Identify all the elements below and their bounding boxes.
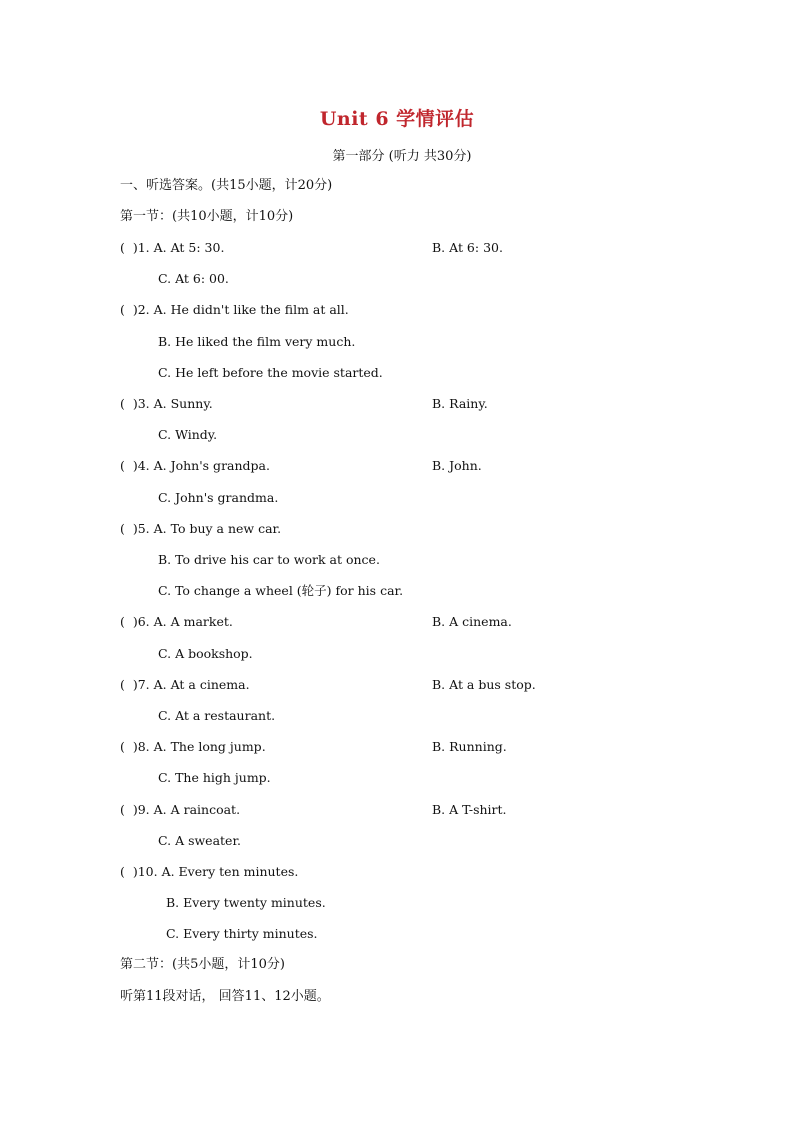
option-a: A. Every ten minutes. — [161, 864, 299, 879]
option-c: C. A sweater. — [158, 833, 242, 848]
question-number: ( )9. — [120, 802, 150, 817]
question-4 — [120, 458, 270, 474]
page-title: Unit 6 学情评估 — [319, 108, 475, 130]
option-a: A. A raincoat. — [153, 802, 241, 817]
question-number: ( )7. — [120, 677, 150, 692]
option-b: B. A cinema. — [432, 614, 512, 629]
listening-instruction: 听第11段对话， 回答11、12小题。 — [120, 989, 330, 1004]
option-b: B. To drive his car to work at once. — [158, 552, 380, 567]
option-a: A. At a cinema. — [153, 677, 250, 692]
option-b: B. A T-shirt. — [432, 802, 507, 817]
option-b: B. John. — [432, 458, 482, 473]
part-one-heading: 第一节：(共10小题，计10分) — [120, 209, 294, 224]
question-number: ( )5. — [120, 521, 150, 536]
question-number: ( )10. — [120, 864, 158, 879]
option-c: C. To change a wheel (轮子) for his car. — [158, 583, 404, 598]
option-c: C. Every thirty minutes. — [166, 926, 318, 941]
option-b: B. Running. — [432, 739, 507, 754]
question-1 — [120, 240, 224, 256]
question-number: ( )6. — [120, 614, 150, 629]
option-c: C. At 6: 00. — [158, 271, 229, 286]
question-3 — [120, 396, 213, 412]
option-c: C. He left before the movie started. — [158, 365, 383, 380]
option-c: C. Windy. — [158, 427, 218, 442]
question-number: ( )1. — [120, 240, 150, 255]
section-subtitle: 第一部分 (听力 共30分) — [332, 149, 472, 164]
question-number: ( )3. — [120, 396, 150, 411]
section-one-heading: 一、听选答案。(共15小题，计20分) — [120, 178, 333, 193]
option-b: B. He liked the film very much. — [158, 334, 356, 349]
option-a: A. Sunny. — [153, 396, 213, 411]
option-c: C. John's grandma. — [158, 490, 279, 505]
option-c: C. The high jump. — [158, 770, 271, 785]
question-number: ( )8. — [120, 739, 150, 754]
option-c: C. At a restaurant. — [158, 708, 276, 723]
option-b: B. At a bus stop. — [432, 677, 536, 692]
option-b: B. At 6: 30. — [432, 240, 503, 255]
question-7 — [120, 677, 250, 693]
option-b: B. Every twenty minutes. — [166, 895, 326, 910]
question-9 — [120, 802, 240, 818]
option-c: C. A bookshop. — [158, 646, 253, 661]
option-a: A. To buy a new car. — [153, 521, 282, 536]
option-a: A. At 5: 30. — [153, 240, 225, 255]
option-a: A. He didn't like the film at all. — [153, 302, 349, 317]
question-8 — [120, 739, 266, 755]
question-5 — [120, 521, 281, 537]
question-number: ( )2. — [120, 302, 150, 317]
part-two-heading: 第二节：(共5小题，计10分) — [120, 957, 285, 972]
question-10 — [120, 864, 298, 880]
option-a: A. The long jump. — [153, 739, 266, 754]
question-6 — [120, 614, 233, 630]
question-2 — [120, 302, 349, 318]
question-number: ( )4. — [120, 458, 150, 473]
option-a: A. A market. — [153, 614, 233, 629]
option-a: A. John's grandpa. — [153, 458, 270, 473]
option-b: B. Rainy. — [432, 396, 488, 411]
